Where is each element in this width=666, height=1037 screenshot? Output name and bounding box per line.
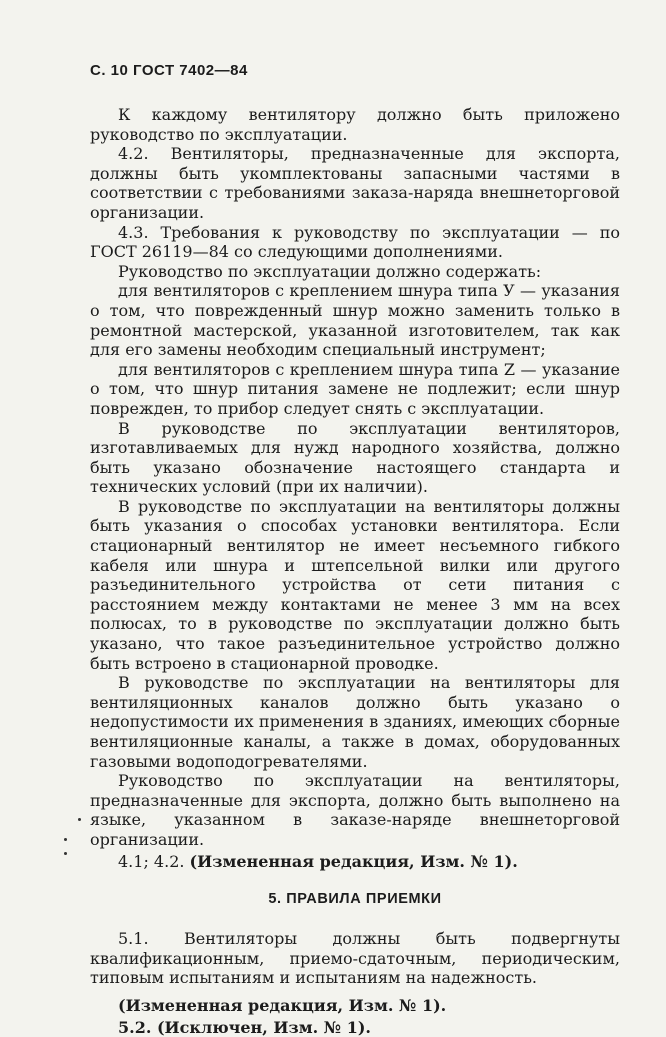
page-header: С. 10 ГОСТ 7402—84 [90, 62, 248, 79]
paragraph-installation: В руководстве по эксплуатации на вентиляторы должны быть указания о способах установки вентилятора. Если стационарный вентилятор не имеет несъемного гибкого кабеля или шнура и штепсельной вилки или другого разъединительного устройства от сети питания с расстоянием между контактами не менее 3 мм на всех полюсах, то в руководстве по эксплуатации должно быть указано, что такое разъединительное устройство должно быть встроено в стационарной проводке. [90, 496, 620, 673]
paragraph-ventilation-channels: В руководстве по эксплуатации на вентиляторы для вентиляционных каналов должно быть указано о недопустимости их применения в зданиях, имеющих сборные вентиляционные каналы, а также в домах, оборудованных газовыми водоподогревателями. [90, 673, 620, 771]
paragraph-export-language: Руководство по эксплуатации на вентиляторы, предназначенные для экспорта, должно быть выполнено на языке, указанном в заказе-наряде внешнеторговой организации. [90, 771, 620, 849]
paragraph-4-3: 4.3. Требования к руководству по эксплуатации — по ГОСТ 26119—84 со следующими дополнениями. [90, 222, 620, 262]
paragraph-5-2-excluded: 5.2. (Исключен, Изм. № 1). [118, 1017, 371, 1037]
paragraph-standard-designation: В руководстве по эксплуатации вентиляторов, изготавливаемых для нужд народного хозяйства, должно быть указано обозначение настоящего стандарта и технических условий (при их наличии). [90, 418, 620, 497]
paragraph-manual-attached: К каждому вентилятору должно быть приложено руководство по эксплуатации. [90, 105, 620, 144]
scan-speck [78, 818, 81, 821]
section-title: 5. ПРАВИЛА ПРИЕМКИ [268, 891, 442, 908]
paragraph-cord-type-y: для вентиляторов с креплением шнура типа У — указания о том, что поврежденный шнур можно заменить только в ремонтной мастерской, указанной изготовителем, так как для его замены необходим специальный инструмент; [90, 281, 620, 360]
amendment-note-4-text: (Измененная редакция, Изм. № 1). [189, 851, 518, 871]
amendment-note-4-prefix: 4.1; 4.2. [118, 851, 190, 871]
scan-speck [64, 852, 67, 855]
paragraph-cord-type-z: для вентиляторов с креплением шнура типа Z — указание о том, что шнур питания замене не подлежит; если шнур поврежден, то прибор следует снять с эксплуатации. [90, 359, 620, 418]
amendment-note-5: (Измененная редакция, Изм. № 1). [118, 995, 447, 1015]
paragraph-manual-contents: Руководство по эксплуатации должно содержать: [118, 261, 542, 281]
paragraph-5-1: 5.1. Вентиляторы должны быть подвергнуты квалификационным, приемо-сдаточным, периодическим, типовым испытаниям и испытаниям на надежность. [90, 929, 620, 988]
scan-speck [64, 838, 67, 841]
amendment-note-4 [90, 852, 620, 872]
paragraph-4-2: 4.2. Вентиляторы, предназначенные для экспорта, должны быть укомплектованы запасными частями в соответствии с требованиями заказа-наряда внешнеторговой организации. [90, 144, 620, 222]
